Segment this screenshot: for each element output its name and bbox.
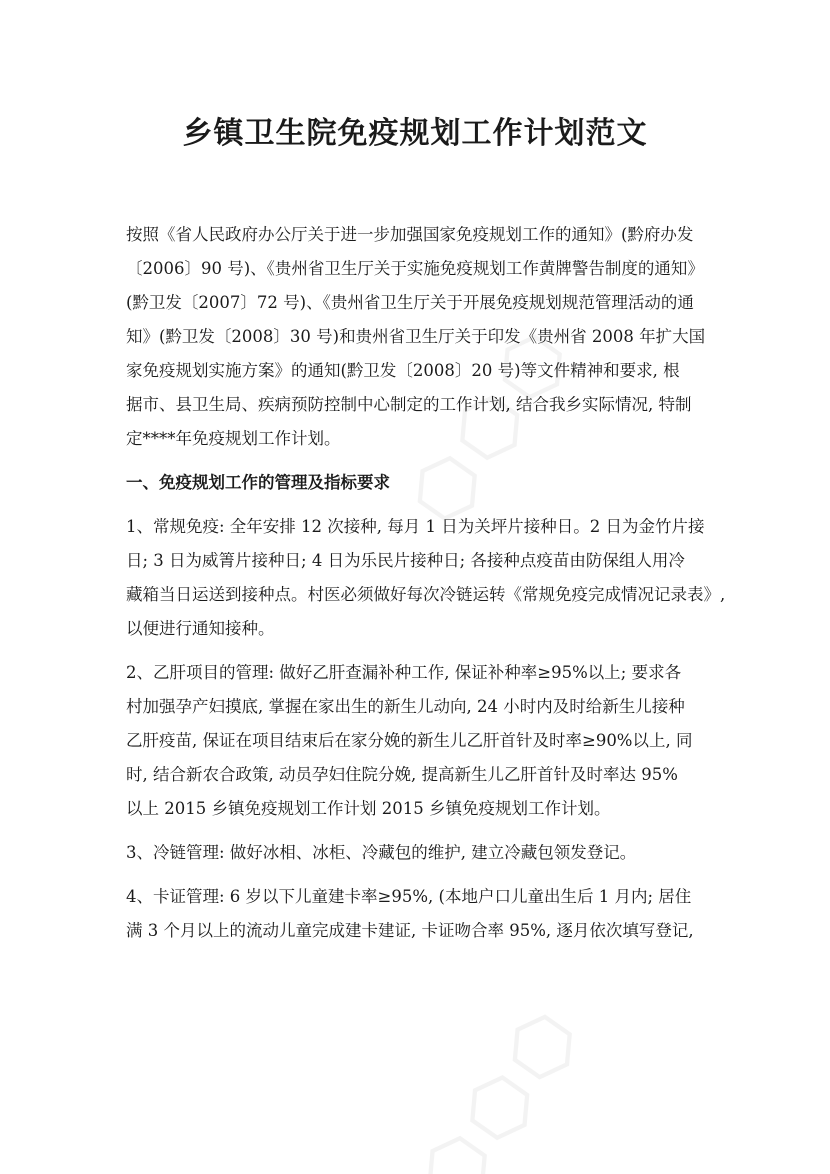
paragraph-line: 1、常规免疫: 全年安排 12 次接种, 每月 1 日为关坪片接种日。2 日为金竹片接 [126,517,705,536]
item-cold-chain [126,836,711,870]
paragraph-line: (黔卫发〔2007〕72 号)、《贵州省卫生厅关于开展免疫规划规范管理活动的通 [126,293,694,312]
document-body [126,218,726,958]
paragraph-line: 据市、县卫生局、疾病预防控制中心制定的工作计划, 结合我乡实际情况, 特制 [126,395,692,414]
paragraph-line: 时, 结合新农合政策, 动员孕妇住院分娩, 提高新生儿乙肝首针及时率达 95% [126,765,678,784]
paragraph-line: 乙肝疫苗, 保证在项目结束后在家分娩的新生儿乙肝首针及时率≥90%以上, 同 [126,731,693,750]
item-hepatitis-b [126,656,711,826]
paragraph-line: 2、乙肝项目的管理: 做好乙肝查漏补种工作, 保证补种率≥95%以上; 要求各 [126,663,682,682]
paragraph-line: 3、冷链管理: 做好冰相、冰柜、冷藏包的维护, 建立冷藏包领发登记。 [126,843,637,862]
paragraph-line: 4、卡证管理: 6 岁以下儿童建卡率≥95%, (本地户口儿童出生后 1 月内; 居住 [126,887,692,906]
section-heading-block [126,466,711,500]
paragraph-line: 满 3 个月以上的流动儿童完成建卡建证, 卡证吻合率 95%, 逐月依次填写登记, [126,921,694,940]
intro-paragraph [126,218,711,456]
paragraph-line: 家免疫规划实施方案》的通知(黔卫发〔2008〕20 号)等文件精神和要求, 根 [126,361,680,380]
paragraph-line: 知》(黔卫发〔2008〕30 号)和贵州省卫生厅关于印发《贵州省 2008 年扩大国 [126,327,706,346]
paragraph-line: 日; 3 日为威箐片接种日; 4 日为乐民片接种日; 各接种点疫苗由防保组人用冷 [126,551,685,570]
paragraph-line: 定****年免疫规划工作计划。 [126,429,341,448]
paragraph-line: 藏箱当日运送到接种点。村医必须做好每次冷链运转《常规免疫完成情况记录表》, [126,585,726,604]
paragraph-line: 村加强孕产妇摸底, 掌握在家出生的新生儿动向, 24 小时内及时给新生儿接种 [126,697,685,716]
document-title: 乡镇卫生院免疫规划工作计划范文 [182,116,648,151]
item-routine-immunization [126,510,726,646]
item-card-management [126,880,711,948]
paragraph-line: 〔2006〕90 号)、《贵州省卫生厅关于实施免疫规划工作黄牌警告制度的通知》 [126,259,704,278]
watermark-graphic [401,988,602,1174]
paragraph-line: 以便进行通知接种。 [126,619,275,638]
paragraph-line: 以上 2015 乡镇免疫规划工作计划 2015 乡镇免疫规划工作计划。 [126,799,611,818]
section-heading: 一、免疫规划工作的管理及指标要求 [126,473,390,492]
paragraph-line: 按照《省人民政府办公厅关于进一步加强国家免疫规划工作的通知》(黔府办发 [126,225,694,244]
